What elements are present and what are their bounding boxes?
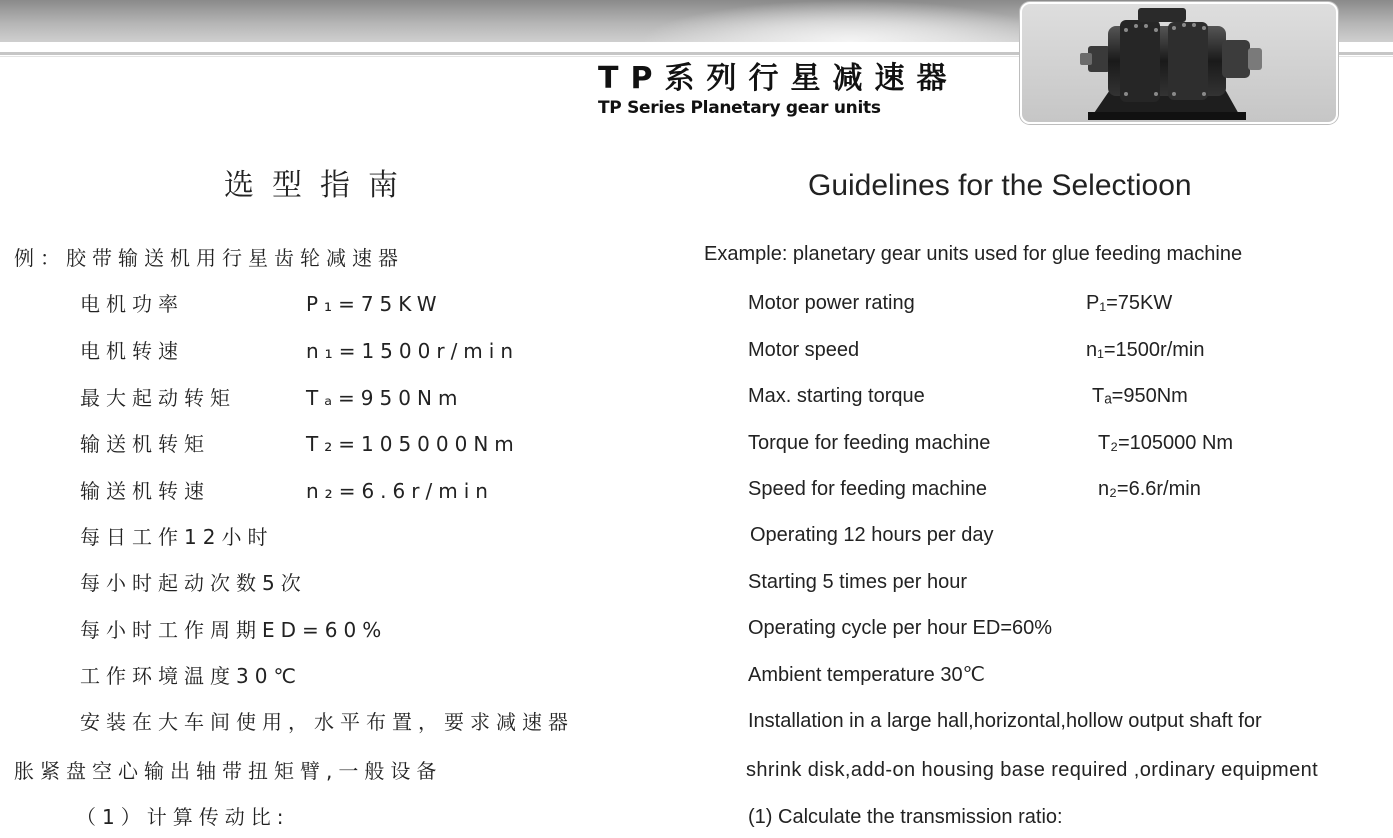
condition-line-cn: 每小时工作周期ED=60% (80, 618, 388, 642)
product-photo-frame (1020, 2, 1338, 124)
condition-line-en: Operating 12 hours per day (750, 524, 994, 546)
param-value-cn: P₁=75KW (306, 292, 443, 316)
param-value-cn: Tₐ=950Nm (306, 386, 464, 410)
section-title-en: Guidelines for the Selectioon (808, 169, 1192, 202)
param-label-cn: 最大起动转矩 (80, 386, 236, 410)
example-cn: 例：胶带输送机用行星齿轮减速器 (14, 246, 404, 270)
param-label-cn: 输送机转速 (80, 479, 210, 503)
condition-line-cn: 每小时起动次数5次 (80, 571, 307, 595)
param-value-en: n₂=6.6r/min (1098, 478, 1201, 500)
condition-line-en: Installation in a large hall,horizontal,hollow output shaft for (748, 710, 1262, 732)
param-value-en: P₁=75KW (1086, 292, 1173, 314)
condition-line-en: shrink disk,add-on housing base required ,ordinary equipment (746, 759, 1319, 781)
param-value-en: n₁=1500r/min (1086, 339, 1205, 361)
condition-line-cn: 胀紧盘空心输出轴带扭矩臂,一般设备 (14, 759, 443, 783)
param-label-en: Motor power rating (748, 292, 915, 314)
param-value-en: Tₐ=950Nm (1092, 385, 1188, 407)
param-label-en: Motor speed (748, 339, 860, 361)
condition-line-cn: 工作环境温度30℃ (80, 664, 302, 688)
condition-line-en: Operating cycle per hour ED=60% (748, 617, 1053, 639)
param-label-cn: 电机转速 (80, 339, 184, 363)
condition-line-en: Starting 5 times per hour (748, 571, 967, 593)
param-label-en: Speed for feeding machine (748, 478, 988, 500)
param-value-cn: n₁=1500r/min (306, 339, 520, 363)
condition-line-cn: 安装在大车间使用，水平布置，要求减速器 (80, 710, 574, 734)
param-label-en: Max. starting torque (748, 385, 925, 407)
param-label-en: Torque for feeding machine (748, 432, 991, 454)
condition-line-en: Ambient temperature 30℃ (748, 664, 986, 686)
step-line-en: (1) Calculate the transmission ratio: (748, 806, 1063, 828)
step-line-cn: （1）计算传动比: (76, 805, 290, 829)
planetary-gear-unit-icon (1022, 4, 1336, 122)
header-shine (640, 0, 1060, 42)
series-title-cn: TP系列行星减速器 (598, 61, 959, 96)
param-value-cn: T₂=105000Nm (306, 432, 520, 456)
section-title-cn: 选型指南 (224, 168, 416, 203)
param-value-en: T₂=105000 Nm (1098, 432, 1234, 454)
param-value-cn: n₂=6.6r/min (306, 479, 494, 503)
param-label-cn: 电机功率 (80, 292, 184, 316)
param-label-cn: 输送机转矩 (80, 432, 210, 456)
series-title-en: TP Series Planetary gear units (598, 98, 881, 118)
example-en: Example: planetary gear units used for glue feeding machine (704, 243, 1243, 265)
condition-line-cn: 每日工作12小时 (80, 525, 274, 549)
